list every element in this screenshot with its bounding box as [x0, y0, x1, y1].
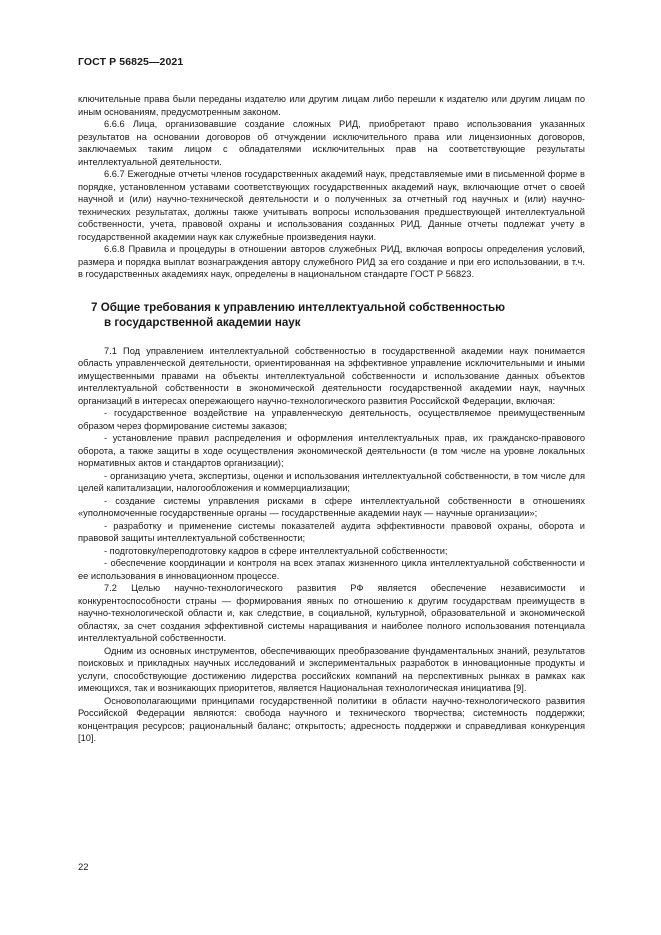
- section-title-line2: в государственной академии наук: [104, 316, 301, 329]
- page-body: [78, 93, 585, 745]
- list-item: - государственное воздействие на управленческую деятельность, осуществляемое преимущественным образом через формирование системы заказов;: [78, 408, 585, 431]
- list-item: - обеспечение координации и контроля на всех этапах жизненного цикла интеллектуальной собственности и ее использования в инновационном процессе.: [78, 558, 585, 581]
- section-heading: [91, 300, 585, 331]
- paragraph-principles: Основополагающими принципами государственной политики в области научно-технологического развития Российской Федерации являются: свобода научного и технического творчества; системность поддержки; концентрация ресурсов; рациональный баланс; открытость; адресность поддержки и справедливая конкуренция [10].: [78, 695, 585, 743]
- page-number: 22: [78, 862, 89, 873]
- paragraph-7-1: 7.1 Под управлением интеллектуальной собственностью в государственной академии наук понимается область управленческой деятельности, ориентированная на эффективное управление исключительными и иными имущественными правами на объекты интеллектуальной собственности и использование данных объектов интеллектуальной собственности в экономической деятельности государственной академии наук, научных организаций в интересах опережающего научно-технологического развития Российской Федерации, включая:: [78, 345, 585, 406]
- paragraph-6-6-6: 6.6.6 Лица, организовавшие создание сложных РИД, приобретают право использования указанных результатов на основании договоров об отчуждении исключительного права или лицензионных договоров, заключаемых таким лицом с обладателями исключительных прав на соответствующие результаты интеллектуальной деятельности.: [78, 119, 585, 167]
- paragraph-continuation: ключительные права были переданы издателю или другим лицам либо перешли к издателю или другим лицам по иным основаниям, предусмотренным законом.: [78, 94, 585, 117]
- section-number: 7: [91, 300, 98, 314]
- section-title-line1: Общие требования к управлению интеллектуальной собственностью: [100, 300, 506, 314]
- list-item: - установление правил распределения и оформления интеллектуальных прав, их гражданско-правового оборота, а также защиты в ходе осуществления экономической деятельности (в том числе на уровне локальных нормативных актов и стандартов организации);: [78, 433, 585, 468]
- list-item: - разработку и применение системы показателей аудита эффективности правовой охраны, оборота и правовой защиты интеллектуальной собственности;: [78, 520, 585, 543]
- document-header: ГОСТ Р 56825—2021: [78, 56, 184, 68]
- list-item: - создание системы управления рисками в сфере интеллектуальной собственности в отношениях «уполномоченные государственные органы — государственные академии наук — научные организации»;: [78, 495, 585, 518]
- paragraph-6-6-8: 6.6.8 Правила и процедуры в отношении авторов служебных РИД, включая вопросы определения условий, размера и порядка выплат вознаграждения автору служебного РИД за его создание и при его использовании, в т.ч. в государственных академиях наук, определены в национальном стандарте ГОСТ Р 56823.: [78, 244, 585, 279]
- paragraph-instruments: Одним из основных инструментов, обеспечивающих преобразование фундаментальных знаний, результатов поисковых и прикладных научных исследований и экспериментальных разработок в инновационные продукты и услуги, способствующие достижению лидерства российских компаний на перспективных рынках в рамках как имеющихся, так и возникающих приоритетов, является Национальная технологическая инициатива [9].: [78, 645, 585, 693]
- paragraph-7-2: 7.2 Целью научно-технологического развития РФ является обеспечение независимости и конкурентоспособности страны — формирования явных по отношению к другим государствам преимуществ в научно-технологической области и, как следствие, в социальной, культурной, образовательной и экономической областях, за счет создания эффективной системы наращивания и наиболее полного использования потенциала интеллектуальной собственности.: [78, 583, 585, 643]
- list-item: - организацию учета, экспертизы, оценки и использования интеллектуальной собственности, в том числе для целей капитализации, налогообложения и коммерциализации;: [78, 470, 585, 493]
- paragraph-6-6-7: 6.6.7 Ежегодные отчеты членов государственных академий наук, представляемые ими в письменной форме в порядке, установленном уставами соответствующих государственных академий наук, включающие отчет о своей научной и (или) научно-технической деятельности и о полученных за отчетный год научных и (или) научно-технических результатах, должны также учитывать вопросы использования предшествующей интеллектуальной собственности, учета, правовой охраны и использования созданных РИД. Данные отчеты подлежат учету в государственной академии наук как служебные произведения науки.: [78, 169, 585, 242]
- list-item: - подготовку/переподготовку кадров в сфере интеллектуальной собственности;: [104, 545, 448, 556]
